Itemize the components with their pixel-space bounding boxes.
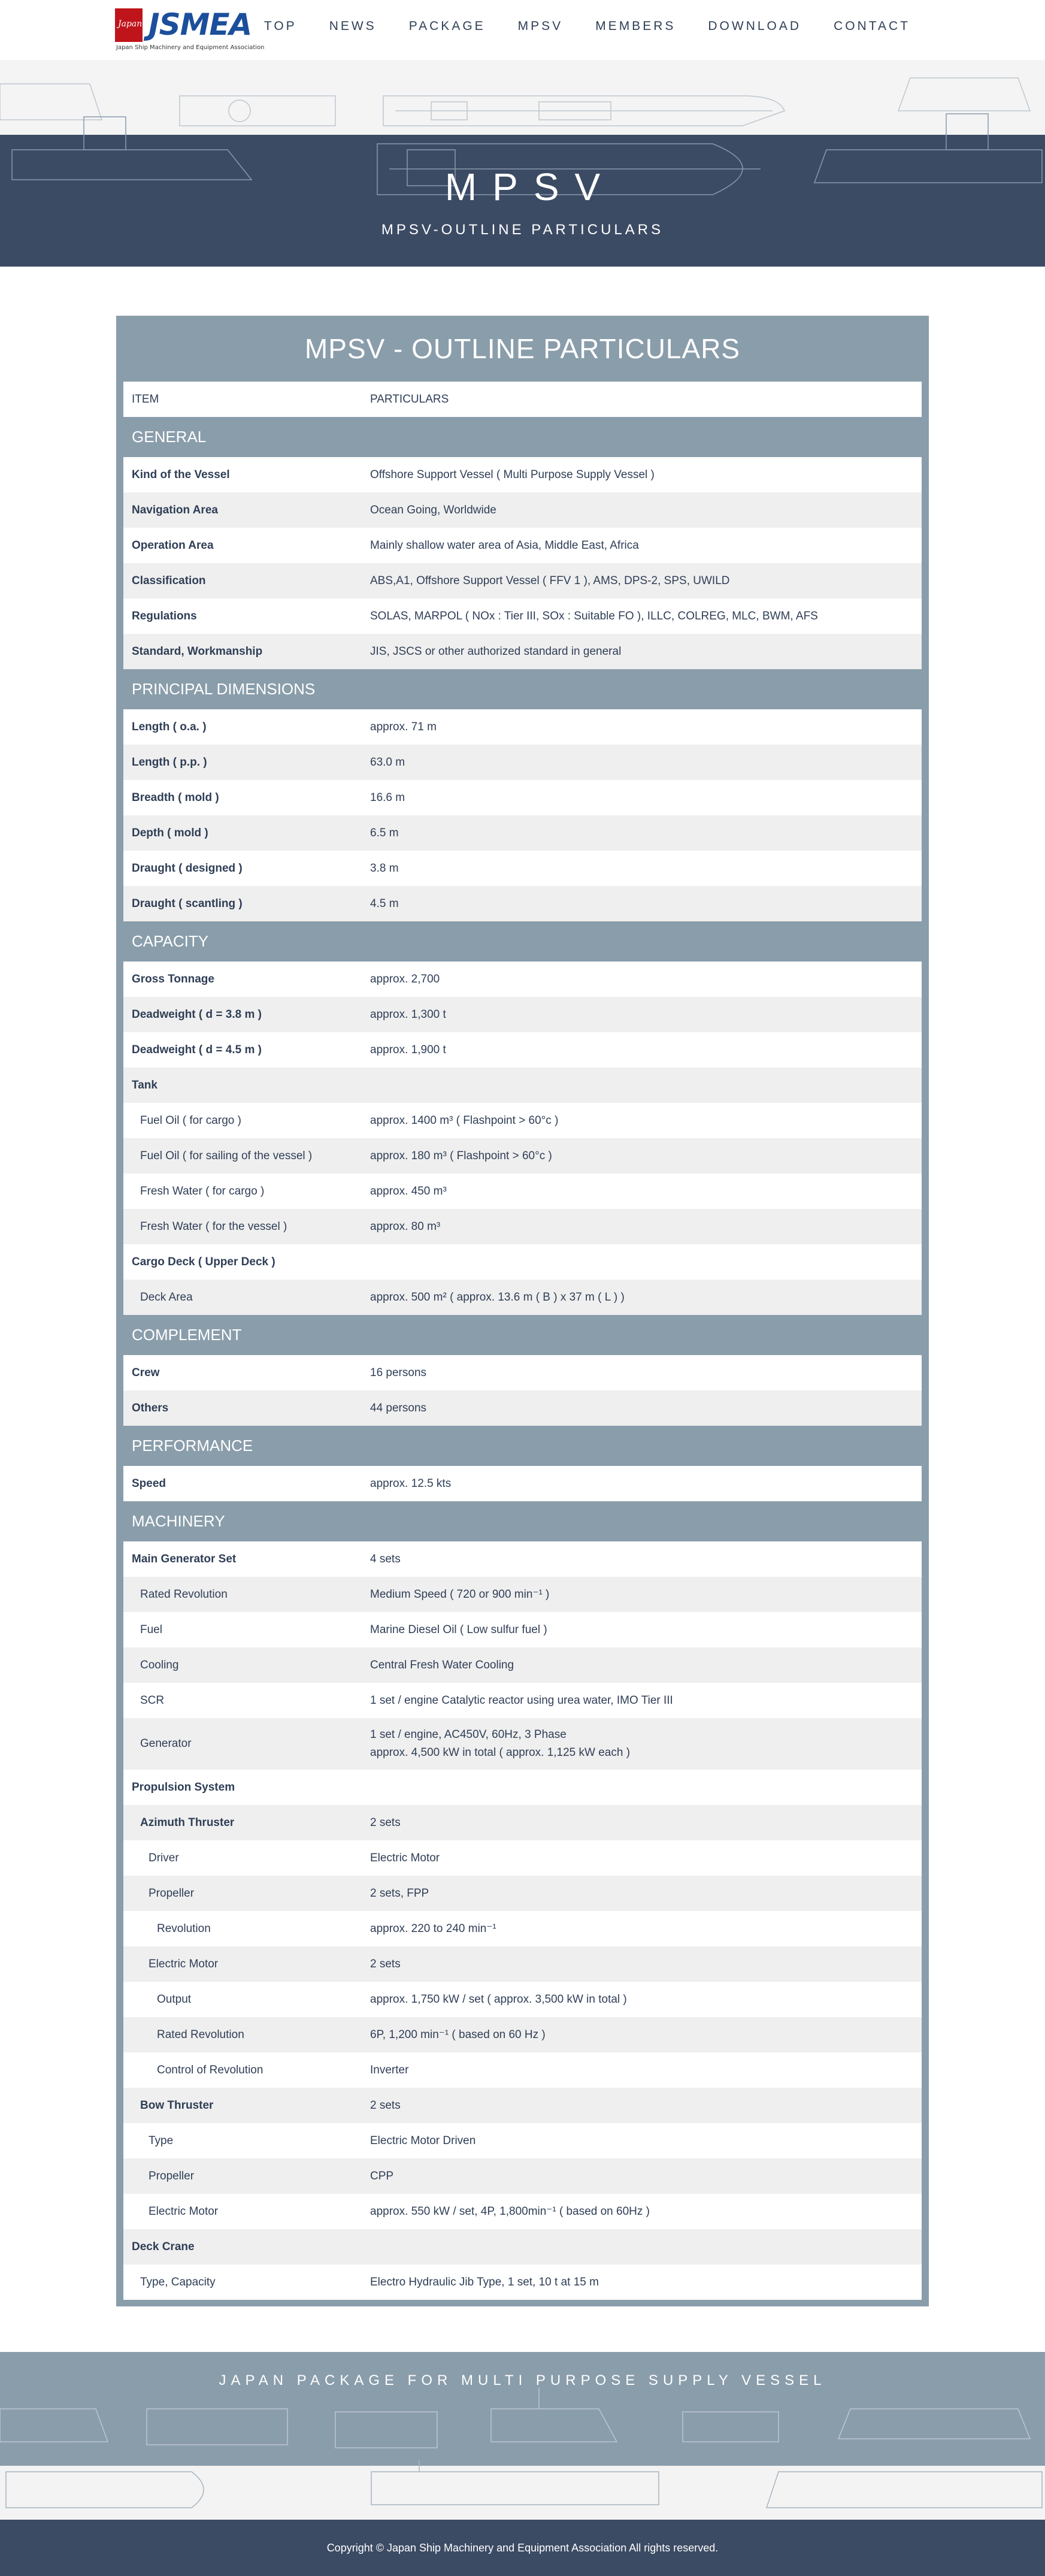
header-item: ITEM — [123, 382, 362, 417]
row-item: Fuel — [123, 1612, 362, 1647]
row-item: Type, Capacity — [123, 2264, 362, 2300]
table-row — [123, 1683, 922, 1718]
table-row — [123, 457, 922, 492]
page-subtitle: MPSV-OUTLINE PARTICULARS — [381, 222, 664, 238]
site-header — [0, 0, 1045, 60]
row-item: Crew — [123, 1355, 362, 1390]
section-heading: MACHINERY — [132, 1512, 225, 1530]
page-title: MPSV — [444, 165, 616, 208]
table-row — [123, 1770, 922, 1805]
footer-banner — [0, 2352, 1045, 2520]
row-value: 4 sets — [362, 1541, 922, 1577]
row-item: Propulsion System — [123, 1770, 362, 1805]
row-value: CPP — [362, 2158, 922, 2194]
row-value: 2 sets — [362, 1946, 922, 1982]
section-heading: COMPLEMENT — [132, 1326, 242, 1344]
row-value: 1 set / engine Catalytic reactor using urea water, IMO Tier III — [362, 1683, 922, 1718]
row-value: Medium Speed ( 720 or 900 min⁻¹ ) — [362, 1577, 922, 1612]
table-row — [123, 1946, 922, 1982]
table-row — [123, 815, 922, 851]
row-value: 2 sets — [362, 2088, 922, 2123]
row-value — [362, 1244, 922, 1280]
table-row — [123, 2264, 922, 2300]
row-value: ABS,A1, Offshore Support Vessel ( FFV 1 ), AMS, DPS-2, SPS, UWILD — [362, 563, 922, 598]
row-value: approx. 12.5 kts — [362, 1466, 922, 1501]
table-header-row — [123, 382, 922, 417]
table-row — [123, 1911, 922, 1946]
row-value: approx. 1,750 kW / set ( approx. 3,500 kW in total ) — [362, 1982, 922, 2017]
row-item: Fuel Oil ( for sailing of the vessel ) — [123, 1138, 362, 1174]
row-value: Offshore Support Vessel ( Multi Purpose Supply Vessel ) — [362, 457, 922, 492]
row-value: approx. 180 m³ ( Flashpoint > 60°c ) — [362, 1138, 922, 1174]
table-row — [123, 1355, 922, 1390]
row-item: Length ( p.p. ) — [123, 745, 362, 780]
row-value: Ocean Going, Worldwide — [362, 492, 922, 528]
row-value: 3.8 m — [362, 851, 922, 886]
row-value: Electric Motor — [362, 1840, 922, 1876]
row-item: Output — [123, 1982, 362, 2017]
nav-contact[interactable]: CONTACT — [834, 19, 910, 33]
table-row — [123, 1805, 922, 1840]
table-row — [123, 780, 922, 815]
row-value: 16.6 m — [362, 780, 922, 815]
row-item: Propeller — [123, 2158, 362, 2194]
table-row — [123, 1138, 922, 1174]
row-item: Gross Tonnage — [123, 962, 362, 997]
row-item: Azimuth Thruster — [123, 1805, 362, 1840]
row-value: approx. 1,900 t — [362, 1032, 922, 1068]
row-value: JIS, JSCS or other authorized standard in general — [362, 634, 922, 669]
row-item: Fuel Oil ( for cargo ) — [123, 1103, 362, 1138]
row-item: Bow Thruster — [123, 2088, 362, 2123]
row-item: Kind of the Vessel — [123, 457, 362, 492]
table-row — [123, 1840, 922, 1876]
table-row — [123, 745, 922, 780]
row-item: Standard, Workmanship — [123, 634, 362, 669]
row-value: approx. 550 kW / set, 4P, 1,800min⁻¹ ( based on 60Hz ) — [362, 2194, 922, 2229]
table-row — [123, 1032, 922, 1068]
table-row — [123, 1577, 922, 1612]
table-row — [123, 1718, 922, 1770]
table-row — [123, 1244, 922, 1280]
row-item: Fresh Water ( for the vessel ) — [123, 1209, 362, 1244]
table-row — [123, 1174, 922, 1209]
row-item: Driver — [123, 1840, 362, 1876]
copyright-bar: Copyright © Japan Ship Machinery and Equipment Association All rights reserved. — [0, 2520, 1045, 2576]
row-item: Others — [123, 1390, 362, 1426]
row-item: Propeller — [123, 1876, 362, 1911]
section-heading: PERFORMANCE — [132, 1437, 253, 1455]
footer-title: JAPAN PACKAGE FOR MULTI PURPOSE SUPPLY VESSEL — [219, 2372, 826, 2388]
table-row — [123, 962, 922, 997]
nav-members[interactable]: MEMBERS — [595, 19, 676, 33]
table-body — [123, 382, 922, 2300]
table-row — [123, 1647, 922, 1683]
table-row — [123, 2088, 922, 2123]
row-value: 2 sets, FPP — [362, 1876, 922, 1911]
logo-subtitle: Japan Ship Machinery and Equipment Association — [116, 44, 265, 51]
logo-mark: Japan — [115, 8, 143, 42]
logo-wordmark: JSMEA — [149, 7, 252, 42]
row-item: Tank — [123, 1068, 362, 1103]
particulars-table — [116, 316, 929, 2306]
row-item: Breadth ( mold ) — [123, 780, 362, 815]
table-row — [123, 2123, 922, 2158]
row-value: approx. 450 m³ — [362, 1174, 922, 1209]
table-row — [123, 528, 922, 563]
row-item: Speed — [123, 1466, 362, 1501]
row-item: Deadweight ( d = 4.5 m ) — [123, 1032, 362, 1068]
row-item: Deck Area — [123, 1280, 362, 1315]
row-value — [362, 2229, 922, 2264]
table-row — [123, 492, 922, 528]
row-item: Classification — [123, 563, 362, 598]
table-row — [123, 1390, 922, 1426]
row-item: Main Generator Set — [123, 1541, 362, 1577]
nav-mpsv[interactable]: MPSV — [517, 19, 564, 33]
row-value-line: approx. 4,500 kW in total ( approx. 1,125 kW each ) — [370, 1746, 631, 1759]
row-item: Electric Motor — [123, 2194, 362, 2229]
table-row — [123, 1209, 922, 1244]
nav-package[interactable]: PACKAGE — [408, 19, 486, 33]
row-value: approx. 80 m³ — [362, 1209, 922, 1244]
row-value — [362, 1718, 922, 1770]
row-item: Cooling — [123, 1647, 362, 1683]
row-item: Navigation Area — [123, 492, 362, 528]
table-row — [123, 1068, 922, 1103]
table-row — [123, 1982, 922, 2017]
table-row — [123, 2052, 922, 2088]
nav-download[interactable]: DOWNLOAD — [708, 19, 802, 33]
table-title: MPSV - OUTLINE PARTICULARS — [304, 333, 741, 364]
table-row — [123, 1541, 922, 1577]
row-item: Rated Revolution — [123, 1577, 362, 1612]
row-value — [362, 1068, 922, 1103]
table-row — [123, 2017, 922, 2052]
table-row — [123, 851, 922, 886]
row-item: Fresh Water ( for cargo ) — [123, 1174, 362, 1209]
row-value: 44 persons — [362, 1390, 922, 1426]
row-item: Control of Revolution — [123, 2052, 362, 2088]
row-value — [362, 1770, 922, 1805]
row-value: 4.5 m — [362, 886, 922, 921]
header-particulars: PARTICULARS — [362, 382, 922, 417]
row-value-line: 1 set / engine, AC450V, 60Hz, 3 Phase — [370, 1728, 567, 1741]
table-row — [123, 709, 922, 745]
row-value: approx. 71 m — [362, 709, 922, 745]
main-nav — [232, 19, 910, 34]
row-item: Electric Motor — [123, 1946, 362, 1982]
table-row — [123, 634, 922, 669]
hero-banner — [0, 60, 1045, 267]
row-item: SCR — [123, 1683, 362, 1718]
row-value: approx. 2,700 — [362, 962, 922, 997]
row-item: Deck Crane — [123, 2229, 362, 2264]
table-row — [123, 1280, 922, 1315]
section-heading: GENERAL — [132, 428, 207, 446]
row-item: Draught ( designed ) — [123, 851, 362, 886]
table-row — [123, 1103, 922, 1138]
row-value: 6.5 m — [362, 815, 922, 851]
row-item: Deadweight ( d = 3.8 m ) — [123, 997, 362, 1032]
row-item: Operation Area — [123, 528, 362, 563]
table-row — [123, 563, 922, 598]
nav-news[interactable]: NEWS — [329, 19, 377, 33]
table-row — [123, 2229, 922, 2264]
row-value: SOLAS, MARPOL ( NOx : Tier III, SOx : Suitable FO ), ILLC, COLREG, MLC, BWM, AFS — [362, 598, 922, 634]
table-row — [123, 1466, 922, 1501]
table-row — [123, 1612, 922, 1647]
row-item: Generator — [123, 1718, 362, 1770]
section-heading: PRINCIPAL DIMENSIONS — [132, 680, 316, 698]
row-value: 16 persons — [362, 1355, 922, 1390]
section-heading: CAPACITY — [132, 932, 209, 950]
nav-top[interactable]: TOP — [263, 19, 297, 33]
row-item: Draught ( scantling ) — [123, 886, 362, 921]
row-item: Rated Revolution — [123, 2017, 362, 2052]
row-item: Cargo Deck ( Upper Deck ) — [123, 1244, 362, 1280]
row-value: Electro Hydraulic Jib Type, 1 set, 10 t at 15 m — [362, 2264, 922, 2300]
row-item: Length ( o.a. ) — [123, 709, 362, 745]
row-value: 2 sets — [362, 1805, 922, 1840]
row-item: Type — [123, 2123, 362, 2158]
row-value: approx. 1,300 t — [362, 997, 922, 1032]
table-row — [123, 598, 922, 634]
row-value: approx. 220 to 240 min⁻¹ — [362, 1911, 922, 1946]
table-row — [123, 886, 922, 921]
table-row — [123, 997, 922, 1032]
row-item: Regulations — [123, 598, 362, 634]
row-value: Central Fresh Water Cooling — [362, 1647, 922, 1683]
row-value: Inverter — [362, 2052, 922, 2088]
row-value: 6P, 1,200 min⁻¹ ( based on 60 Hz ) — [362, 2017, 922, 2052]
table-row — [123, 2158, 922, 2194]
row-item: Depth ( mold ) — [123, 815, 362, 851]
row-value: approx. 1400 m³ ( Flashpoint > 60°c ) — [362, 1103, 922, 1138]
table-row — [123, 2194, 922, 2229]
jsmea-logo[interactable] — [115, 7, 265, 51]
row-value: Marine Diesel Oil ( Low sulfur fuel ) — [362, 1612, 922, 1647]
row-value: Mainly shallow water area of Asia, Middle East, Africa — [362, 528, 922, 563]
row-value: approx. 500 m² ( approx. 13.6 m ( B ) x 37 m ( L ) ) — [362, 1280, 922, 1315]
row-value: 63.0 m — [362, 745, 922, 780]
table-row — [123, 1876, 922, 1911]
row-item: Revolution — [123, 1911, 362, 1946]
row-value: Electric Motor Driven — [362, 2123, 922, 2158]
